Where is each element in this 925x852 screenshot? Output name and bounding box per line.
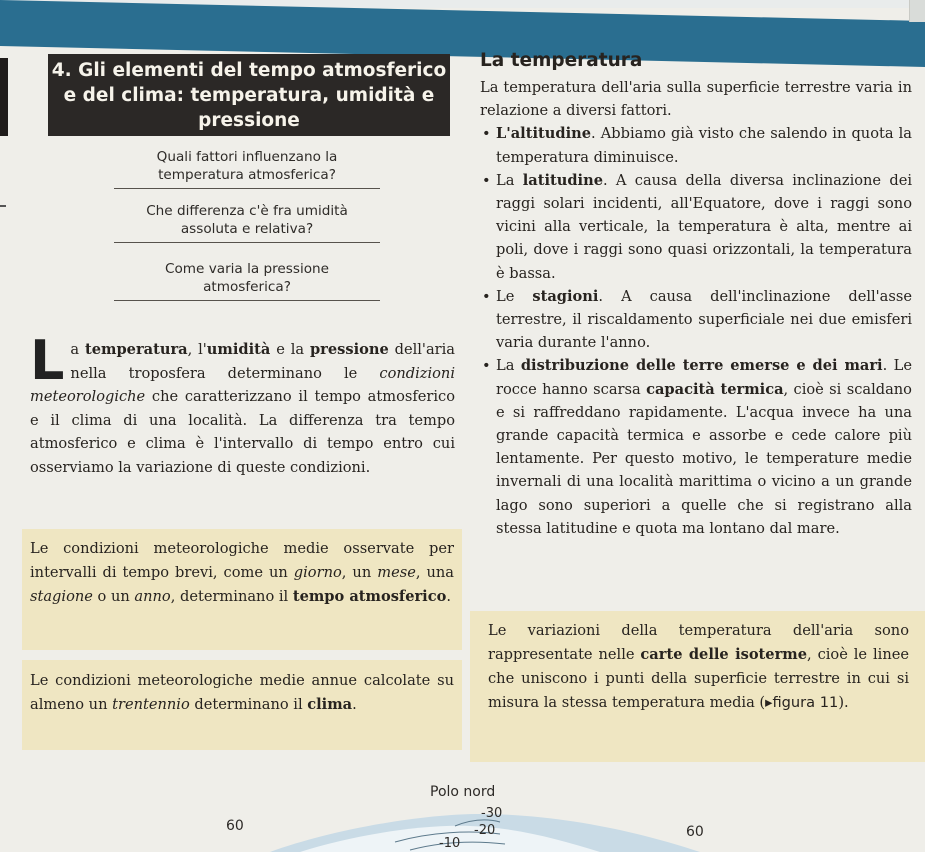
- term-carte-isoterme: carte delle isoterme: [640, 646, 808, 663]
- box-text: , una: [415, 564, 454, 581]
- temperature-section: [480, 48, 912, 540]
- bullet-icon: •: [482, 357, 491, 375]
- intro-text: che caratterizzano il tempo atmosferico e il clima di una località. La differenza tra tempo atmosferico e clima è l'intervallo di tempo entro cui osserviamo la variazione di queste condizioni.: [30, 388, 455, 476]
- box-text: ).: [838, 694, 849, 711]
- guide-question-3-line-2: atmosferica?: [203, 279, 291, 295]
- term-latitudine: latitudine: [522, 171, 603, 189]
- list-item: [480, 169, 912, 285]
- list-item-text: Le: [496, 287, 533, 305]
- box-text: .: [446, 588, 451, 605]
- box-text: , determinano il: [170, 588, 293, 605]
- page-corner: [909, 0, 925, 22]
- guide-question-3-line-1: Come varia la pressione: [164, 261, 330, 277]
- box-text: determinano il: [189, 696, 308, 713]
- box-text: Le variazioni della temperatura dell'aria sono rappresentate nelle: [488, 622, 909, 663]
- bullet-icon: •: [482, 287, 491, 305]
- term-distribuzione-terre-mari: distribuzione delle terre emerse e dei mari: [520, 357, 883, 375]
- definition-box-tempo-atmosferico: [22, 529, 462, 650]
- guide-question-2: [114, 202, 380, 243]
- list-item-text: , cioè si scaldano e si raffreddano rapidamente. L'acqua invece ha una grande capacità termica e assorbe e cede calore più lentamente. Per questo motivo, le temperature medie invernali di una località marittima o vicino a un grande lago sono superiori a quelle che si registrano alla stessa latitudine e quota ma lontano dal mare.: [496, 380, 912, 537]
- guide-question-1: [114, 148, 380, 189]
- intro-text: dell'aria nella troposfera determinano le: [70, 341, 455, 382]
- isotherm-map: [0, 770, 925, 852]
- list-item: [480, 285, 912, 355]
- guide-question-3: [114, 260, 380, 301]
- list-item: [480, 122, 912, 168]
- box-text: Le condizioni meteorologiche medie annue calcolate su almeno un: [30, 672, 454, 713]
- box-text: , un: [341, 564, 378, 581]
- list-item-text: . A causa dell'inclinazione dell'asse terrestre, il riscaldamento superficiale nei due emisferi varia durante l'anno.: [496, 287, 912, 352]
- box-text: Le condizioni meteorologiche medie osservate per intervalli di tempo brevi, come un: [30, 540, 454, 581]
- map-label-60-left: 60: [226, 818, 244, 834]
- left-margin-tick: [0, 205, 6, 207]
- section-intro: La temperatura dell'aria sulla superficie terrestre varia in relazione a diversi fattori.: [480, 79, 912, 120]
- term-altitudine: L'altitudine: [496, 125, 592, 143]
- map-label-minus20: -20: [474, 823, 496, 838]
- list-item-text: . Le rocce hanno scarsa: [496, 357, 913, 398]
- intro-text: a: [70, 341, 85, 358]
- box-text: o un: [92, 588, 135, 605]
- term-capacita-termica: capacità termica: [646, 380, 784, 398]
- map-graphic: [0, 770, 925, 852]
- definition-box-clima: [22, 660, 462, 750]
- figure-reference[interactable]: figura 11: [772, 694, 839, 711]
- bullet-icon: •: [482, 125, 491, 143]
- intro-paragraph: [30, 329, 455, 479]
- term-trentennio: trentennio: [112, 696, 190, 713]
- list-item-text: La: [496, 171, 523, 189]
- term-anno: anno: [134, 588, 171, 605]
- isotherm-box: [470, 611, 925, 762]
- term-clima: clima: [307, 696, 353, 713]
- map-label-pole: Polo nord: [430, 784, 496, 800]
- left-margin-bar: [0, 58, 8, 136]
- figure-arrow-icon: ▸: [765, 694, 773, 711]
- term-condizioni-meteorologiche: condizioni meteorologiche: [30, 364, 455, 405]
- term-umidita: umidità: [206, 341, 271, 358]
- chapter-title-box: [48, 54, 450, 136]
- term-temperatura: temperatura: [85, 341, 188, 358]
- intro-text: , l': [187, 341, 207, 358]
- box-text: .: [352, 696, 357, 713]
- factor-list: [480, 122, 912, 540]
- term-stagione: stagione: [30, 588, 93, 605]
- chapter-title-line-1: 4. Gli elementi del tempo atmosferico: [51, 60, 447, 81]
- list-item-text: . Abbiamo già visto che salendo in quota la temperatura diminuisce.: [496, 125, 912, 166]
- guide-question-1-line-2: temperatura atmosferica?: [158, 167, 336, 183]
- guide-question-2-line-2: assoluta e relativa?: [180, 221, 314, 237]
- term-mese: mese: [377, 564, 416, 581]
- list-item-text: La: [496, 357, 521, 375]
- chapter-title-line-2: e del clima: temperatura, umidità e: [63, 85, 435, 106]
- guide-question-2-line-1: Che differenza c'è fra umidità: [146, 203, 348, 219]
- term-pressione: pressione: [309, 341, 389, 358]
- chapter-title-line-3: pressione: [198, 110, 300, 131]
- drop-cap: L: [30, 329, 65, 392]
- guide-question-1-line-1: Quali fattori influenzano la: [156, 149, 338, 165]
- bullet-icon: •: [482, 171, 491, 189]
- map-label-minus10: -10: [439, 836, 461, 851]
- intro-text: e la: [270, 341, 310, 358]
- term-stagioni: stagioni: [532, 287, 599, 305]
- list-item: [480, 354, 912, 540]
- list-item-text: . A causa della diversa inclinazione dei raggi solari incidenti, all'Equatore, dove i raggi sono vicini alla verticale, la temperatura è alta, mentre ai poli, dove i raggi sono quasi orizzontali, la temperatura è bassa.: [496, 171, 913, 282]
- term-tempo-atmosferico: tempo atmosferico: [292, 588, 447, 605]
- map-label-minus30: -30: [481, 806, 503, 821]
- box-text: , cioè le linee che uniscono i punti della superficie terrestre in cui si misura la stessa temperatura media (: [488, 646, 909, 711]
- term-giorno: giorno: [293, 564, 342, 581]
- map-label-60-right: 60: [686, 824, 704, 840]
- section-title: La temperatura: [480, 50, 643, 71]
